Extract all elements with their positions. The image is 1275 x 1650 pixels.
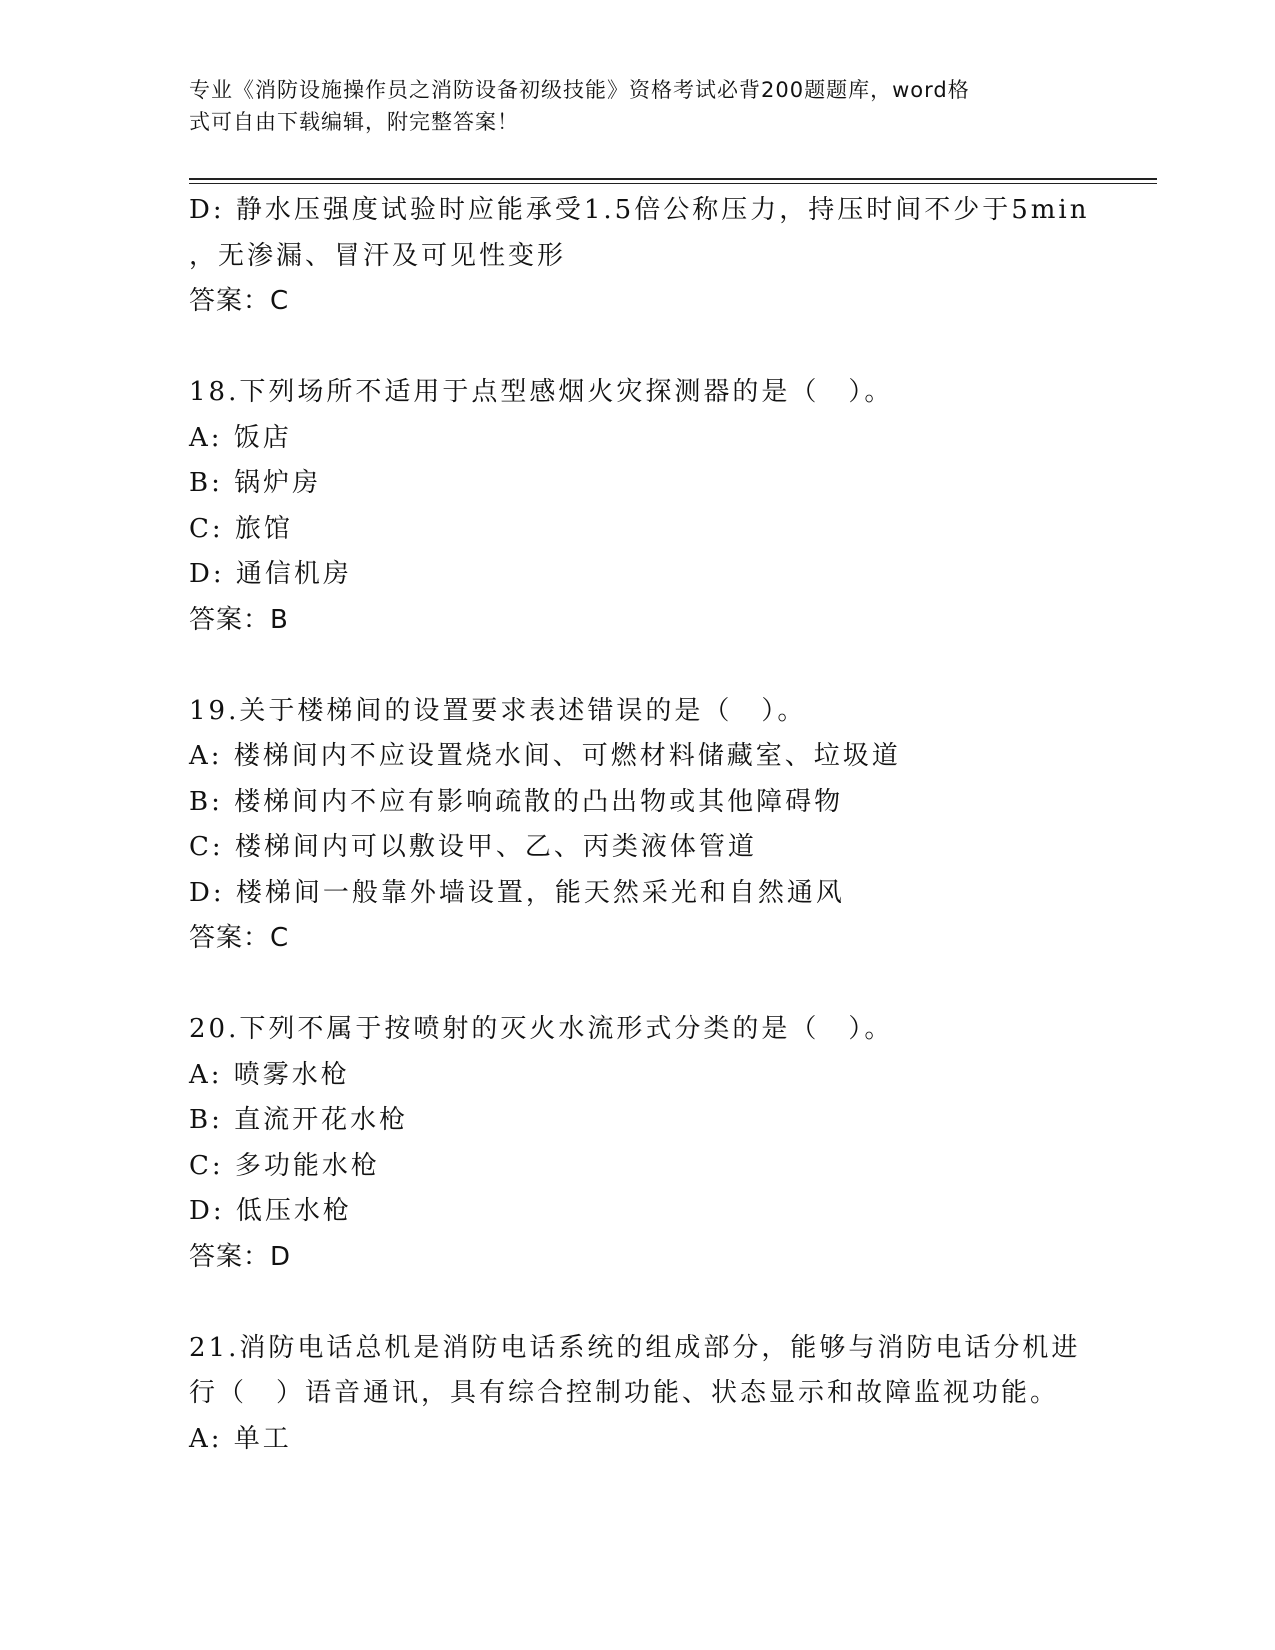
spacer: [189, 962, 1089, 1008]
option-d: D: 通信机房: [189, 559, 352, 589]
option-d: D: 楼梯间一般靠外墙设置，能天然采光和自然通风: [189, 877, 845, 908]
option-b: B: 楼梯间内不应有影响疏散的凸出物或其他障碍物: [189, 786, 844, 817]
question-17-tail: [189, 188, 1089, 325]
option-c: C: 楼梯间内可以敷设甲、乙、丙类液体管道: [189, 832, 757, 862]
option-a: A: 单工: [189, 1423, 292, 1454]
header-line-1: 专业《消防设施操作员之消防设备初级技能》资格考试必背200题题库，word格: [189, 78, 970, 102]
header-line-2: 式可自由下载编辑，附完整答案！: [189, 110, 519, 134]
option-c: C: 旅馆: [189, 513, 293, 544]
question-21: [189, 1326, 1089, 1463]
question-stem: 19.关于楼梯间的设置要求表述错误的是（ ）。: [189, 695, 807, 726]
header-divider: [189, 178, 1157, 184]
answer: 答案：D: [189, 1241, 292, 1272]
question-18: [189, 370, 1089, 643]
question-19: [189, 689, 1089, 962]
spacer: [189, 325, 1089, 371]
option-d-continued: ，无渗漏、冒汗及可见性变形: [189, 240, 567, 271]
question-stem: 20.下列不属于按喷射的灭火水流形式分类的是（ ）。: [189, 1014, 894, 1044]
option-b: B: 直流开花水枪: [189, 1105, 409, 1135]
question-stem-continued: 行（ ）语音通讯，具有综合控制功能、状态显示和故障监视功能。: [189, 1378, 1060, 1408]
document-body: [189, 188, 1089, 1462]
option-c: C: 多功能水枪: [189, 1150, 380, 1181]
question-20: [189, 1007, 1089, 1280]
answer: 答案：C: [189, 923, 290, 953]
option-b: B: 锅炉房: [189, 468, 322, 498]
answer: 答案：C: [189, 286, 290, 316]
spacer: [189, 1280, 1089, 1326]
answer: 答案：B: [189, 604, 289, 635]
question-stem: 21.消防电话总机是消防电话系统的组成部分，能够与消防电话分机进: [189, 1332, 1081, 1363]
document-header: [189, 74, 1089, 138]
option-a: A: 喷雾水枪: [189, 1059, 350, 1090]
spacer: [189, 643, 1089, 689]
option-d: D: 低压水枪: [189, 1196, 352, 1226]
question-stem: 18.下列场所不适用于点型感烟火灾探测器的是（ ）。: [189, 377, 894, 407]
option-a: A: 饭店: [189, 422, 292, 453]
option-a: A: 楼梯间内不应设置烧水间、可燃材料储藏室、垃圾道: [189, 741, 901, 771]
option-d: D: 静水压强度试验时应能承受1.5倍公称压力，持压时间不少于5min: [189, 195, 1090, 225]
